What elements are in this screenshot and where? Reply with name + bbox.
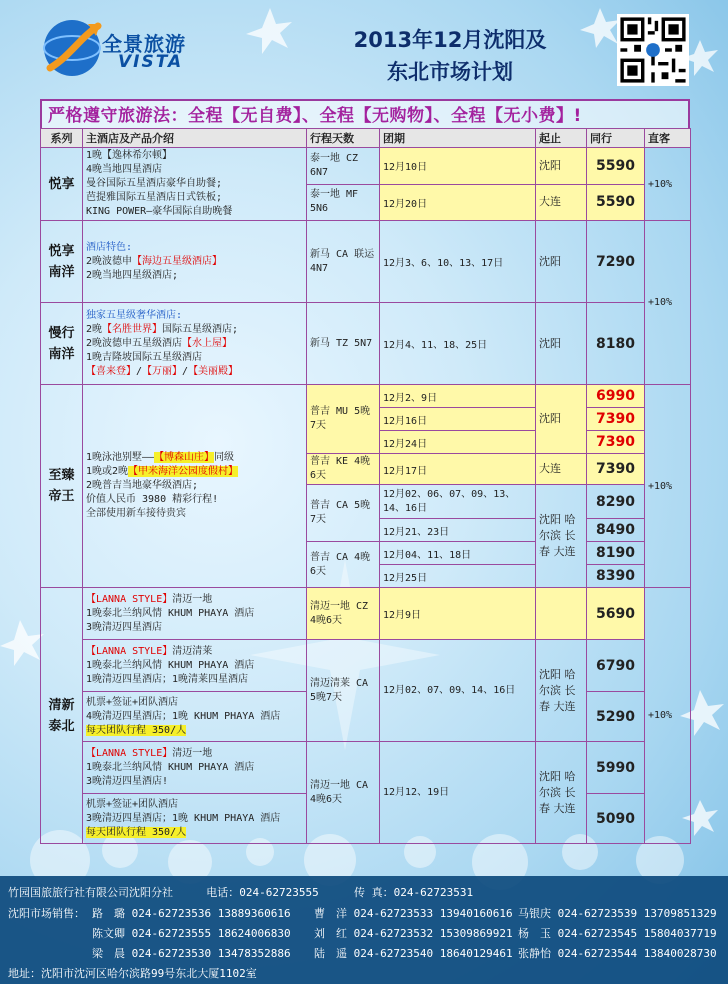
hotel-info: 【LANNA STYLE】清迈一地 1晚泰北兰纳风情 KHUM PHAYA 酒店 3晚清迈四星酒店 bbox=[83, 588, 307, 640]
col-series: 系列 bbox=[41, 129, 83, 148]
logo-chinese: 全景旅游 bbox=[102, 32, 186, 56]
title-line-2: 东北市场计划 bbox=[387, 60, 513, 84]
series-yuexiang-nanyang: 悦享南洋 bbox=[41, 221, 83, 303]
price-cell: 5590 bbox=[587, 148, 645, 185]
hotel-info: 1晚泳池别墅——【博森山庄】同级 1晚或2晚【甲米海洋公园度假村】 2晚普吉当地豪华级酒店; 价值人民币 3980 精彩行程! 全部使用新车接待贵宾 bbox=[83, 385, 307, 588]
contact-entry: 张静怡 024-62723544 13840028730 bbox=[518, 947, 717, 960]
price-cell: 8190 bbox=[587, 542, 645, 565]
route-cell: 泰一地 CZ 6N7 bbox=[307, 148, 380, 185]
col-peer-price: 同行 bbox=[587, 129, 645, 148]
route-cell: 清迈一地 CZ 4晚6天 bbox=[307, 588, 380, 640]
dates-cell: 12月2、9日 bbox=[380, 385, 536, 408]
route-cell: 新马 TZ 5N7 bbox=[307, 303, 380, 385]
telephone: 电话：024-62723555 bbox=[206, 886, 319, 899]
from-cell: 大连 bbox=[536, 454, 587, 485]
series-zhizhen-diwang: 至臻帝王 bbox=[41, 385, 83, 588]
from-cell: 沈阳 bbox=[536, 221, 587, 303]
contact-entry: 杨 玉 024-62723545 15804037719 bbox=[518, 927, 717, 940]
table-row bbox=[41, 385, 691, 408]
from-cell: 沈阳 哈尔滨 长春 大连 bbox=[536, 640, 587, 742]
dates-cell: 12月10日 bbox=[380, 148, 536, 185]
price-cell: 7390 bbox=[587, 408, 645, 431]
tourism-law-notice: 严格遵守旅游法：全程【无自费】、全程【无购物】、全程【无小费】! bbox=[40, 99, 690, 129]
col-route: 行程天数 bbox=[307, 129, 380, 148]
direct-price: +10% bbox=[645, 385, 691, 588]
price-cell: 8290 bbox=[587, 485, 645, 519]
contact-entry: 梁 晨 024-62723530 13478352886 bbox=[92, 947, 291, 960]
price-cell: 5990 bbox=[587, 742, 645, 794]
dates-cell: 12月25日 bbox=[380, 565, 536, 588]
dates-cell: 12月17日 bbox=[380, 454, 536, 485]
hotel-info: 独家五星级奢华酒店: 2晚【名胜世界】国际五星级酒店; 2晚波德申五星级酒店【水上屋】 1晚吉隆坡国际五星级酒店 【喜来登】/【万丽】/【美丽殿】 bbox=[83, 303, 307, 385]
series-qingxin-taibei: 清新泰北 bbox=[41, 588, 83, 844]
price-cell: 8490 bbox=[587, 519, 645, 542]
series-manxing-nanyang: 慢行南洋 bbox=[41, 303, 83, 385]
contact-entry: 曹 洋 024-62723533 13940160616 bbox=[314, 907, 513, 920]
direct-price: +10% bbox=[645, 148, 691, 221]
price-cell: 7390 bbox=[587, 454, 645, 485]
from-cell: 大连 bbox=[536, 184, 587, 221]
hotel-info: 1晚【逸林希尔顿】 4晚当地四星酒店 曼谷国际五星酒店豪华自助餐; 芭提雅国际五星酒店日式铁板; KING POWER—豪华国际自助晚餐 bbox=[83, 148, 307, 221]
table-header-row bbox=[41, 129, 691, 148]
globe-logo-icon bbox=[40, 16, 104, 80]
contact-entry: 刘 红 024-62723532 15309869921 bbox=[314, 927, 513, 940]
dates-cell: 12月24日 bbox=[380, 431, 536, 454]
col-from: 起止 bbox=[536, 129, 587, 148]
dates-cell: 12月12、19日 bbox=[380, 742, 536, 844]
dates-cell: 12月16日 bbox=[380, 408, 536, 431]
price-cell: 5690 bbox=[587, 588, 645, 640]
route-cell: 清迈一地 CA 4晚6天 bbox=[307, 742, 380, 844]
hotel-info: 机票+签证+团队酒店 4晚清迈四星酒店；1晚 KHUM PHAYA 酒店 每天团队行程 350/人 bbox=[83, 692, 307, 742]
qr-code[interactable] bbox=[617, 14, 689, 86]
col-hotel: 主酒店及产品介绍 bbox=[83, 129, 307, 148]
price-cell: 5290 bbox=[587, 692, 645, 742]
price-cell: 5090 bbox=[587, 794, 645, 844]
route-cell: 清迈清莱 CA 5晚7天 bbox=[307, 640, 380, 742]
price-cell: 7390 bbox=[587, 431, 645, 454]
table-row bbox=[41, 640, 691, 692]
hotel-info: 【LANNA STYLE】清迈清莱 1晚泰北兰纳风情 KHUM PHAYA 酒店 1晚清迈四星酒店；1晚清莱四星酒店 bbox=[83, 640, 307, 692]
address: 地址：沈阳市沈河区哈尔滨路99号东北大厦1102室 bbox=[8, 967, 257, 980]
contact-entry: 陆 遥 024-62723540 18640129461 bbox=[314, 947, 513, 960]
series-yuexiang: 悦享 bbox=[41, 148, 83, 221]
table-row bbox=[41, 588, 691, 640]
from-cell: 沈阳 哈尔滨 长春 大连 bbox=[536, 485, 587, 588]
vista-logo bbox=[40, 16, 240, 86]
route-cell: 泰一地 MF 5N6 bbox=[307, 184, 380, 221]
direct-price: +10% bbox=[645, 588, 691, 844]
contact-entry: 路 璐 024-62723536 13889360616 bbox=[92, 907, 291, 920]
from-cell: 沈阳 bbox=[536, 148, 587, 185]
dates-cell: 12月3、6、10、13、17日 bbox=[380, 221, 536, 303]
table-row bbox=[41, 148, 691, 185]
route-cell: 普吉 MU 5晚7天 bbox=[307, 385, 380, 454]
from-cell: 沈阳 bbox=[536, 303, 587, 385]
price-cell: 6990 bbox=[587, 385, 645, 408]
contact-entry: 马银庆 024-62723539 13709851329 bbox=[518, 907, 717, 920]
from-cell: 沈阳 哈尔滨 长春 大连 bbox=[536, 742, 587, 844]
table-row bbox=[41, 303, 691, 385]
contact-footer bbox=[0, 876, 728, 984]
table-row bbox=[41, 742, 691, 794]
col-direct-price: 直客 bbox=[645, 129, 691, 148]
sales-label: 沈阳市场销售： bbox=[8, 907, 85, 920]
from-cell: 沈阳 bbox=[536, 385, 587, 454]
hotel-info: 【LANNA STYLE】清迈一地 1晚泰北兰纳风情 KHUM PHAYA 酒店 3晚清迈四星酒店! bbox=[83, 742, 307, 794]
col-dates: 团期 bbox=[380, 129, 536, 148]
price-cell: 8390 bbox=[587, 565, 645, 588]
page-title bbox=[300, 24, 600, 88]
dates-cell: 12月9日 bbox=[380, 588, 536, 640]
contact-entry: 陈文卿 024-62723555 18624006830 bbox=[92, 927, 291, 940]
dates-cell: 12月02、06、07、09、13、14、16日 bbox=[380, 485, 536, 519]
from-cell bbox=[536, 588, 587, 640]
dates-cell: 12月4、11、18、25日 bbox=[380, 303, 536, 385]
dates-cell: 12月04、11、18日 bbox=[380, 542, 536, 565]
title-line-1: 2013年12月沈阳及 bbox=[353, 28, 547, 52]
dates-cell: 12月20日 bbox=[380, 184, 536, 221]
dates-cell: 12月21、23日 bbox=[380, 519, 536, 542]
price-cell: 7290 bbox=[587, 221, 645, 303]
route-cell: 新马 CA 联运 4N7 bbox=[307, 221, 380, 303]
route-cell: 普吉 KE 4晚6天 bbox=[307, 454, 380, 485]
company-name: 竹园国旅旅行社有限公司沈阳分社 bbox=[8, 886, 173, 899]
tour-plan-table bbox=[40, 128, 691, 844]
table-row bbox=[41, 221, 691, 303]
route-cell: 普吉 CA 4晚6天 bbox=[307, 542, 380, 588]
hotel-info: 酒店特色: 2晚波德申【海边五星级酒店】 2晚当地四星级酒店; bbox=[83, 221, 307, 303]
price-cell: 6790 bbox=[587, 640, 645, 692]
price-cell: 8180 bbox=[587, 303, 645, 385]
price-cell: 5590 bbox=[587, 184, 645, 221]
hotel-info: 机票+签证+团队酒店 3晚清迈四星酒店；1晚 KHUM PHAYA 酒店 每天团队行程 350/人 bbox=[83, 794, 307, 844]
dates-cell: 12月02、07、09、14、16日 bbox=[380, 640, 536, 742]
logo-english: VISTA bbox=[118, 52, 184, 72]
fax: 传 真：024-62723531 bbox=[353, 886, 474, 899]
route-cell: 普吉 CA 5晚7天 bbox=[307, 485, 380, 542]
direct-price: +10% bbox=[645, 221, 691, 385]
